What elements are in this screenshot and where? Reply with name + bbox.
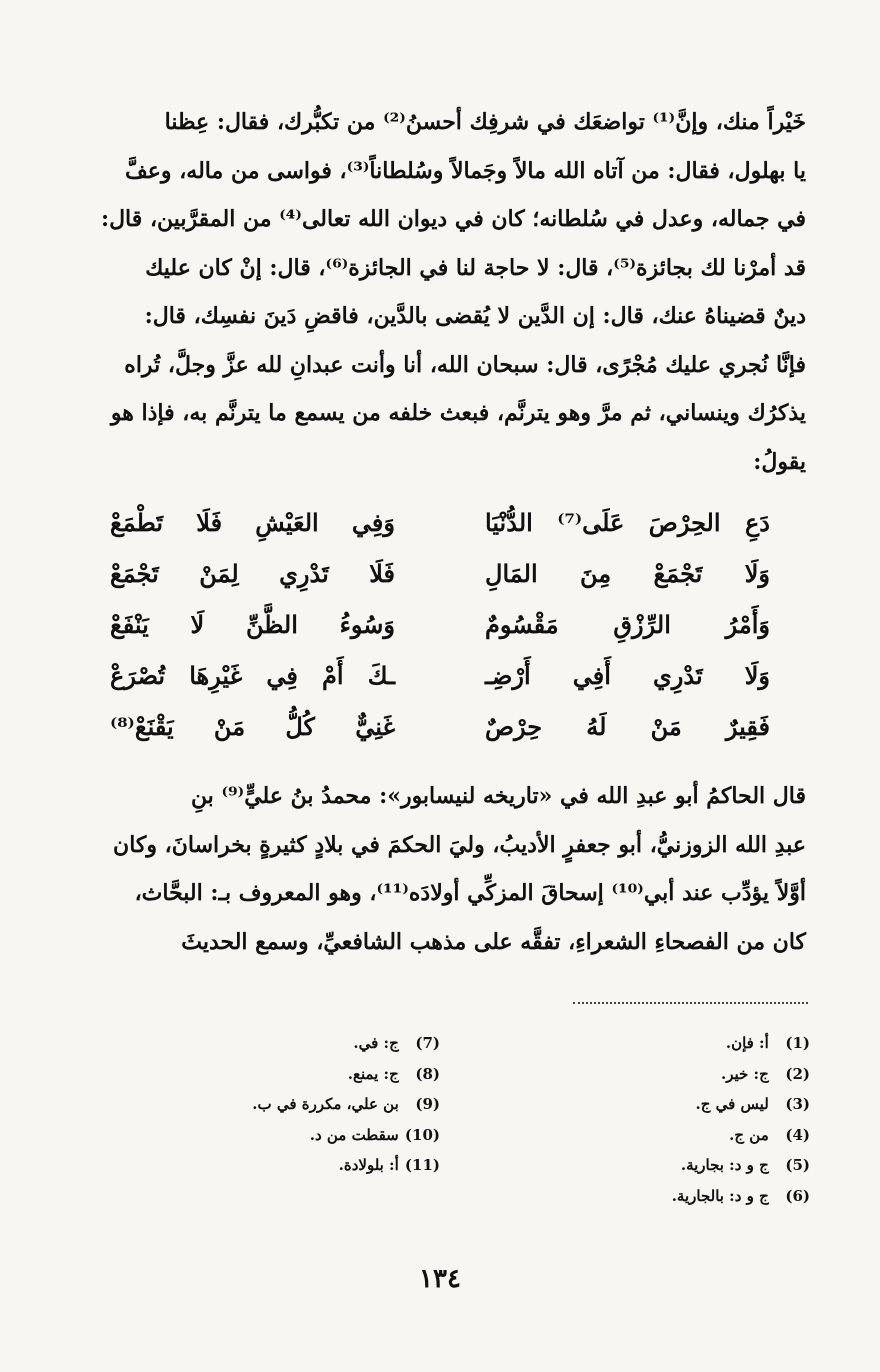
footnote-text: ج: في.	[353, 1034, 399, 1052]
poem-verse	[110, 548, 770, 599]
footnote-text: ج: خير.	[721, 1064, 769, 1083]
footnotes	[110, 1028, 810, 1212]
footnote	[110, 1059, 440, 1090]
footnote-number: (4)	[785, 1125, 810, 1144]
poem-verse	[110, 650, 770, 701]
text-line: خَيْراً منك، وإنَّ⁽¹⁾ تواضعَك في شرفِك أحسنُ⁽²⁾ من تكبُّرك، فقال: عِظنا	[164, 109, 806, 135]
footnote-number: (6)	[785, 1186, 810, 1205]
footnote	[480, 1089, 810, 1120]
footnote	[110, 1028, 440, 1059]
text-line: يا بهلول، فقال: من آتاه الله مالاً وجَمالاً وسُلطاناً⁽³⁾، فواسى من ماله، وعفَّ	[125, 157, 806, 184]
verse-second-hemistich: غَنِيٌّ كُلُّ مَنْ يَقْنَعْ⁽⁸⁾	[110, 712, 395, 741]
text-line: يقولُ:	[753, 448, 806, 475]
footnote-number: (1)	[785, 1034, 810, 1052]
paragraph-2	[78, 772, 806, 966]
footnote	[480, 1181, 810, 1212]
text-line: يذكرُك وينساني، ثم مرَّ وهو يترنَّم، فبعث خلفه من يسمع ما يترنَّم به، فإذا هو	[110, 400, 806, 426]
verse-first-hemistich: وَأَمْرُ الرِّزْقِ مَقْسُومٌ	[485, 610, 770, 639]
footnote	[480, 1120, 810, 1151]
footnote	[480, 1028, 810, 1059]
footnotes-column-right	[480, 1028, 810, 1212]
footnote	[480, 1150, 810, 1181]
footnote	[110, 1120, 440, 1151]
footnote-text: ليس في ج.	[695, 1095, 769, 1114]
verse-second-hemistich: وَفِي العَيْشِ فَلَا تَطْمَعْ	[110, 508, 395, 537]
verse-first-hemistich: وَلَا تَجْمَعْ مِنَ المَالِ	[485, 559, 770, 588]
footnote	[480, 1059, 810, 1090]
footnote-number: (5)	[785, 1156, 810, 1175]
footnote	[110, 1150, 440, 1181]
footnote-text: ج: يمنع.	[347, 1064, 399, 1083]
paragraph-1	[78, 98, 806, 486]
footnote-number: (10)	[404, 1125, 440, 1144]
poem-verse	[110, 701, 770, 752]
text-line: أوَّلاً يؤدِّب عند أبي⁽¹⁰⁾ إسحاقَ المزكِّي أولادَه⁽¹¹⁾، وهو المعروف بـ: البحَّاث،	[134, 880, 806, 906]
footnote-text: أ: بلولادة.	[338, 1156, 399, 1175]
verse-second-hemistich: وَسُوءُ الظَّنِّ لَا يَنْفَعْ	[110, 610, 395, 639]
footnote-number: (7)	[415, 1034, 440, 1052]
footnote-text: أ: فإن.	[725, 1034, 769, 1052]
text-line: في جماله، وعدل في سُلطانه؛ كان في ديوان الله تعالى⁽⁴⁾ من المقرَّبين، قال:	[100, 206, 806, 232]
poem-verse	[110, 497, 770, 548]
verse-second-hemistich: ـكَ أَمْ فِي غَيْرِهَا تُصْرَعْ	[110, 661, 395, 690]
footnote-text: بن علي، مكررة في ب.	[252, 1095, 399, 1114]
verse-first-hemistich: وَلَا تَدْرِي أَفِي أَرْضِـ	[485, 661, 770, 690]
page-number: ١٣٤	[419, 1264, 461, 1294]
footnotes-column-left	[110, 1028, 440, 1212]
poem	[110, 497, 770, 752]
footnote-text: ج و د: بجارية.	[680, 1156, 769, 1175]
text-line: عبدِ الله الزوزنيُّ، أبو جعفرٍ الأديبُ، وليَ الحكمَ في بلادٍ كثيرةٍ بخراسانَ، وكان	[113, 831, 806, 858]
verse-second-hemistich: فَلَا تَدْرِي لِمَنْ تَجْمَعْ	[110, 559, 395, 588]
text-line: فإنَّا نُجري عليك مُجْرًى، قال: سبحان الله، أنا وأنت عبدانِ لله عزَّ وجلَّ، تُراه	[124, 351, 806, 378]
verse-first-hemistich: دَعِ الحِرْصَ عَلَى⁽⁷⁾ الدُّنْيَا	[485, 508, 770, 537]
footnote-number: (8)	[415, 1064, 440, 1083]
footnote-number: (3)	[785, 1095, 810, 1114]
text-line: كان من الفصحاءِ الشعراءِ، تفقَّه على مذهب الشافعيِّ، وسمع الحديثَ	[181, 928, 806, 955]
footnote-number: (2)	[785, 1064, 810, 1083]
footnote-number: (11)	[404, 1156, 440, 1175]
footnote-text: سقطت من د.	[309, 1125, 399, 1144]
footnote-text: ج و د: بالجارية.	[671, 1186, 769, 1205]
footnote-separator	[573, 1002, 808, 1004]
footnote-number: (9)	[415, 1095, 440, 1114]
poem-verse	[110, 599, 770, 650]
text-line: دينٌ قضيناهُ عنك، قال: إن الدَّين لا يُقضى بالدَّين، فاقضِ دَينَ نفسِك، قال:	[144, 303, 806, 329]
verse-first-hemistich: فَقِيرٌ مَنْ لَهُ حِرْصٌ	[485, 712, 770, 741]
text-line: قال الحاكمُ أبو عبدِ الله في «تاريخه لنيسابور»: محمدُ بنُ عليٍّ⁽⁹⁾ بنِ	[190, 783, 806, 809]
footnote-text: من ج.	[729, 1125, 769, 1144]
footnote	[110, 1089, 440, 1120]
text-line: قد أمرْنا لك بجائزة⁽⁵⁾، قال: لا حاجة لنا في الجائزة⁽⁶⁾، قال: إنْ كان عليك	[145, 254, 806, 281]
